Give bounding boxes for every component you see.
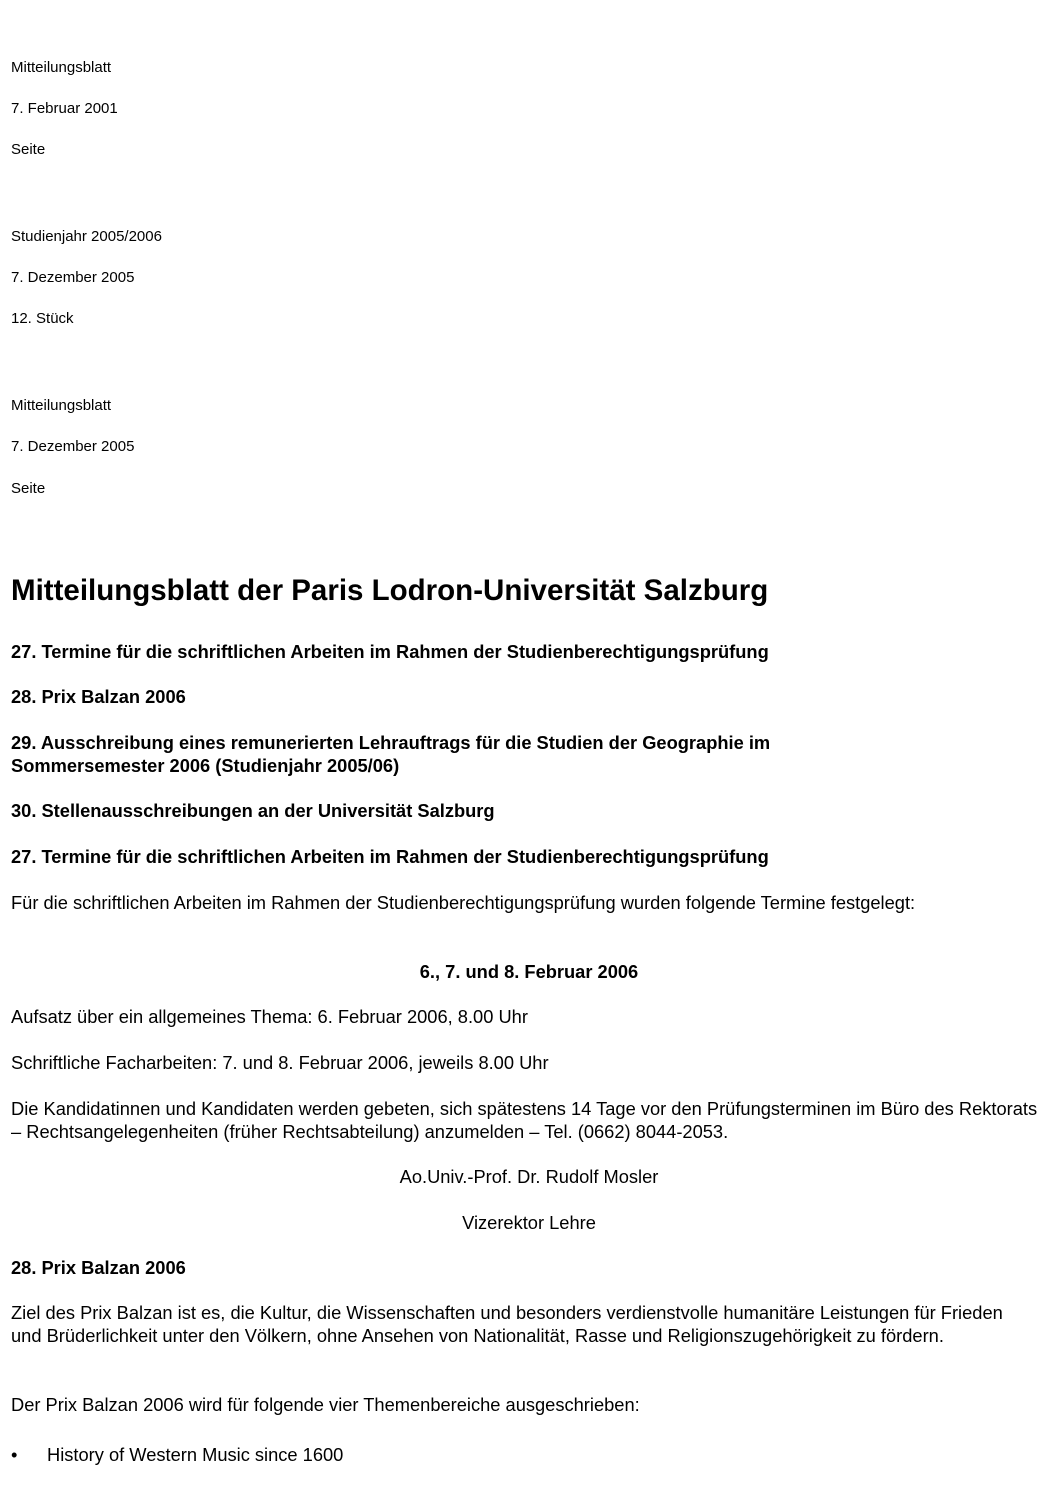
topic-list-item <box>11 1443 343 1466</box>
registration-notice: Die Kandidatinnen und Kandidaten werden gebeten, sich spätestens 14 Tage vor den Prüfungsterminen im Büro des Rektorats – Rechtsangelegenheiten (früher Rechtsabteilung) anzumelden – Tel. (0662) 8044-2053. <box>11 1098 1038 1142</box>
document-title: Mitteilungsblatt der Paris Lodron-Universität Salzburg <box>11 574 769 607</box>
section-27-intro: Für die schriftlichen Arbeiten im Rahmen der Studienberechtigungsprüfung wurden folgende Termine festgelegt: <box>11 892 916 913</box>
subject-papers-date: Schriftliche Facharbeiten: 7. und 8. Februar 2006, jeweils 8.00 Uhr <box>11 1052 549 1073</box>
header-date-2: 7. Dezember 2005 <box>11 438 135 455</box>
signatory-role: Vizerektor Lehre <box>462 1212 596 1233</box>
issue-date: 7. Dezember 2005 <box>11 269 135 286</box>
academic-year: Studienjahr 2005/2006 <box>11 228 162 245</box>
header-page-label-2: Seite <box>11 480 46 497</box>
exam-dates-heading: 6., 7. und 8. Februar 2006 <box>419 961 639 982</box>
section-27-heading: 27. Termine für die schriftlichen Arbeiten im Rahmen der Studienberechtigungsprüfung <box>11 846 769 867</box>
bullet-icon: • <box>11 1444 18 1465</box>
topics-intro: Der Prix Balzan 2006 wird für folgende vier Themenbereiche ausgeschrieben: <box>11 1394 640 1415</box>
essay-date: Aufsatz über ein allgemeines Thema: 6. Februar 2006, 8.00 Uhr <box>11 1006 528 1027</box>
header-publication-name-2: Mitteilungsblatt <box>11 397 112 414</box>
topic-label: History of Western Music since 1600 <box>47 1444 344 1465</box>
section-28-intro: Ziel des Prix Balzan ist es, die Kultur, die Wissenschaften und besonders verdienstvolle humanitäre Leistungen für Frieden und Brüderlichkeit unter den Völkern, ohne Ansehen von Nationalität, Rasse und Religionszugehörigkeit zu fördern. <box>11 1302 1003 1346</box>
toc-item-30[interactable]: 30. Stellenausschreibungen an der Universität Salzburg <box>11 800 495 821</box>
header-page-label: Seite <box>11 141 46 158</box>
toc-item-28[interactable]: 28. Prix Balzan 2006 <box>11 686 186 707</box>
toc-item-29[interactable]: 29. Ausschreibung eines remunerierten Lehrauftrags für die Studien der Geographie im Sommersemester 2006 (Studienjahr 2005/06) <box>11 732 771 776</box>
header-publication-name: Mitteilungsblatt <box>11 59 112 76</box>
header-date: 7. Februar 2001 <box>11 100 118 117</box>
signatory-name: Ao.Univ.-Prof. Dr. Rudolf Mosler <box>399 1166 659 1187</box>
section-28-heading: 28. Prix Balzan 2006 <box>11 1257 186 1278</box>
toc-item-27[interactable]: 27. Termine für die schriftlichen Arbeiten im Rahmen der Studienberechtigungsprüfung <box>11 641 769 662</box>
issue-number: 12. Stück <box>11 310 74 327</box>
